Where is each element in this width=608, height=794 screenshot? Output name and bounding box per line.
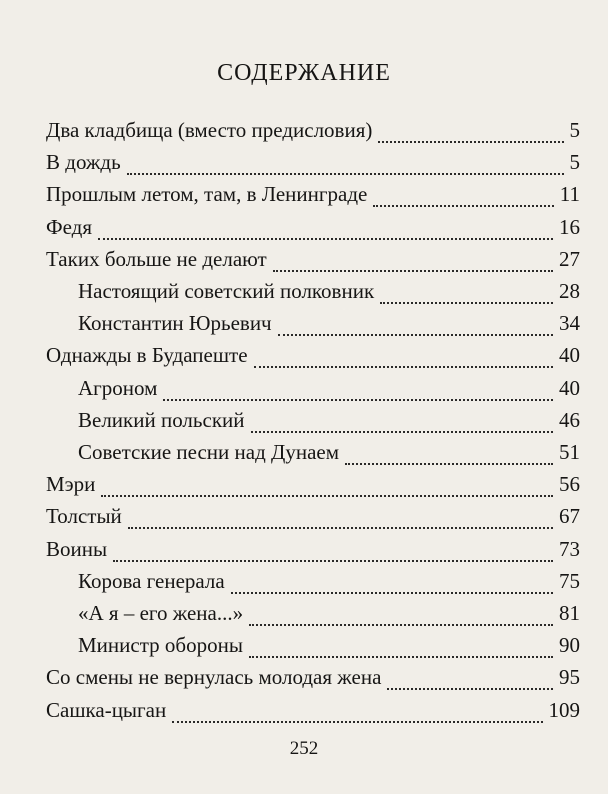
toc-entry-page: 16 <box>559 214 580 239</box>
toc-entry <box>0 343 608 375</box>
toc-entry-title: Со смены не вернулась молодая жена <box>46 665 382 690</box>
toc-leader-dots <box>273 269 553 272</box>
toc-entry-title: Таких больше не делают <box>46 246 267 271</box>
toc-leader-dots <box>278 333 553 336</box>
toc-entry-page: 27 <box>559 246 580 271</box>
toc-leader-dots <box>101 494 553 497</box>
toc-entry <box>0 150 608 182</box>
toc-leader-dots <box>127 172 564 175</box>
toc-entry-title: Сашка-цыган <box>46 697 167 722</box>
toc-leader-dots <box>98 237 553 240</box>
toc-entry <box>0 601 608 633</box>
toc-entry <box>0 182 608 214</box>
toc-entry-page: 5 <box>569 150 580 175</box>
toc-entry-title: Агроном <box>78 375 158 400</box>
toc-entry-title: Советские песни над Дунаем <box>78 440 340 464</box>
toc-entry-page: 28 <box>559 279 580 303</box>
toc-entry-title: Однажды в Будапеште <box>46 343 248 368</box>
page-title: СОДЕРЖАНИЕ <box>217 60 391 86</box>
toc-leader-dots <box>387 687 553 690</box>
toc-entry-title: Министр обороны <box>78 633 243 658</box>
toc-entry <box>0 440 608 472</box>
toc-entry <box>0 118 608 150</box>
toc-entry-page: 11 <box>559 182 580 207</box>
toc-entry-page: 81 <box>559 601 580 625</box>
toc-entry <box>0 537 608 569</box>
toc-entry <box>0 698 608 730</box>
toc-leader-dots <box>113 559 553 562</box>
toc-entry <box>0 247 608 279</box>
toc-entry-page: 46 <box>559 407 580 432</box>
toc-leader-dots <box>172 720 542 723</box>
toc-entry-title: Константин Юрьевич <box>78 311 272 336</box>
toc-entry-page: 40 <box>559 343 580 368</box>
toc-entry-page: 109 <box>548 697 580 722</box>
toc-entry <box>0 569 608 601</box>
toc-leader-dots <box>380 301 553 304</box>
toc-entry-page: 34 <box>559 311 580 336</box>
toc-entry-title: Два кладбища (вместо предисловия) <box>46 118 373 142</box>
toc-leader-dots <box>163 398 553 401</box>
toc-entry <box>0 472 608 504</box>
toc-entry <box>0 408 608 440</box>
toc-entry-title: Федя <box>46 214 92 239</box>
toc-leader-dots <box>254 365 553 368</box>
toc-leader-dots <box>249 623 553 626</box>
toc-entry-title: Воины <box>46 536 108 561</box>
toc-entry-page: 56 <box>559 472 580 497</box>
toc-leader-dots <box>378 140 563 143</box>
toc-entry <box>0 504 608 536</box>
toc-entry-page: 90 <box>559 633 580 658</box>
toc-entry-page: 75 <box>559 568 580 593</box>
toc-entry-page: 73 <box>559 536 580 561</box>
toc-entry <box>0 665 608 697</box>
toc-entry <box>0 311 608 343</box>
toc-entry-page: 40 <box>559 375 580 400</box>
toc-leader-dots <box>128 526 553 529</box>
toc-entry <box>0 376 608 408</box>
toc-leader-dots <box>345 462 553 465</box>
toc-entry-title: Прошлым летом, там, в Ленинграде <box>46 182 368 207</box>
toc-entry-page: 5 <box>569 118 580 142</box>
page-number: 252 <box>289 738 319 759</box>
toc-entry <box>0 215 608 247</box>
toc-leader-dots <box>249 655 553 658</box>
toc-entry-title: «А я – его жена...» <box>78 601 244 625</box>
toc-entry-title: В дождь <box>46 150 121 175</box>
toc-leader-dots <box>231 591 553 594</box>
toc-entry <box>0 279 608 311</box>
toc-entry-title: Толстый <box>46 504 122 529</box>
toc-leader-dots <box>251 430 554 433</box>
toc-entry-title: Корова генерала <box>78 568 225 593</box>
toc-entry-page: 51 <box>559 440 580 464</box>
toc-entry-title: Настоящий советский полковник <box>78 279 375 303</box>
toc-entry-title: Великий польский <box>78 407 245 432</box>
toc-entry-title: Мэри <box>46 472 96 497</box>
toc-leader-dots <box>373 204 553 207</box>
toc-entry <box>0 633 608 665</box>
toc-entry-page: 67 <box>559 504 580 529</box>
toc-entry-page: 95 <box>559 665 580 690</box>
